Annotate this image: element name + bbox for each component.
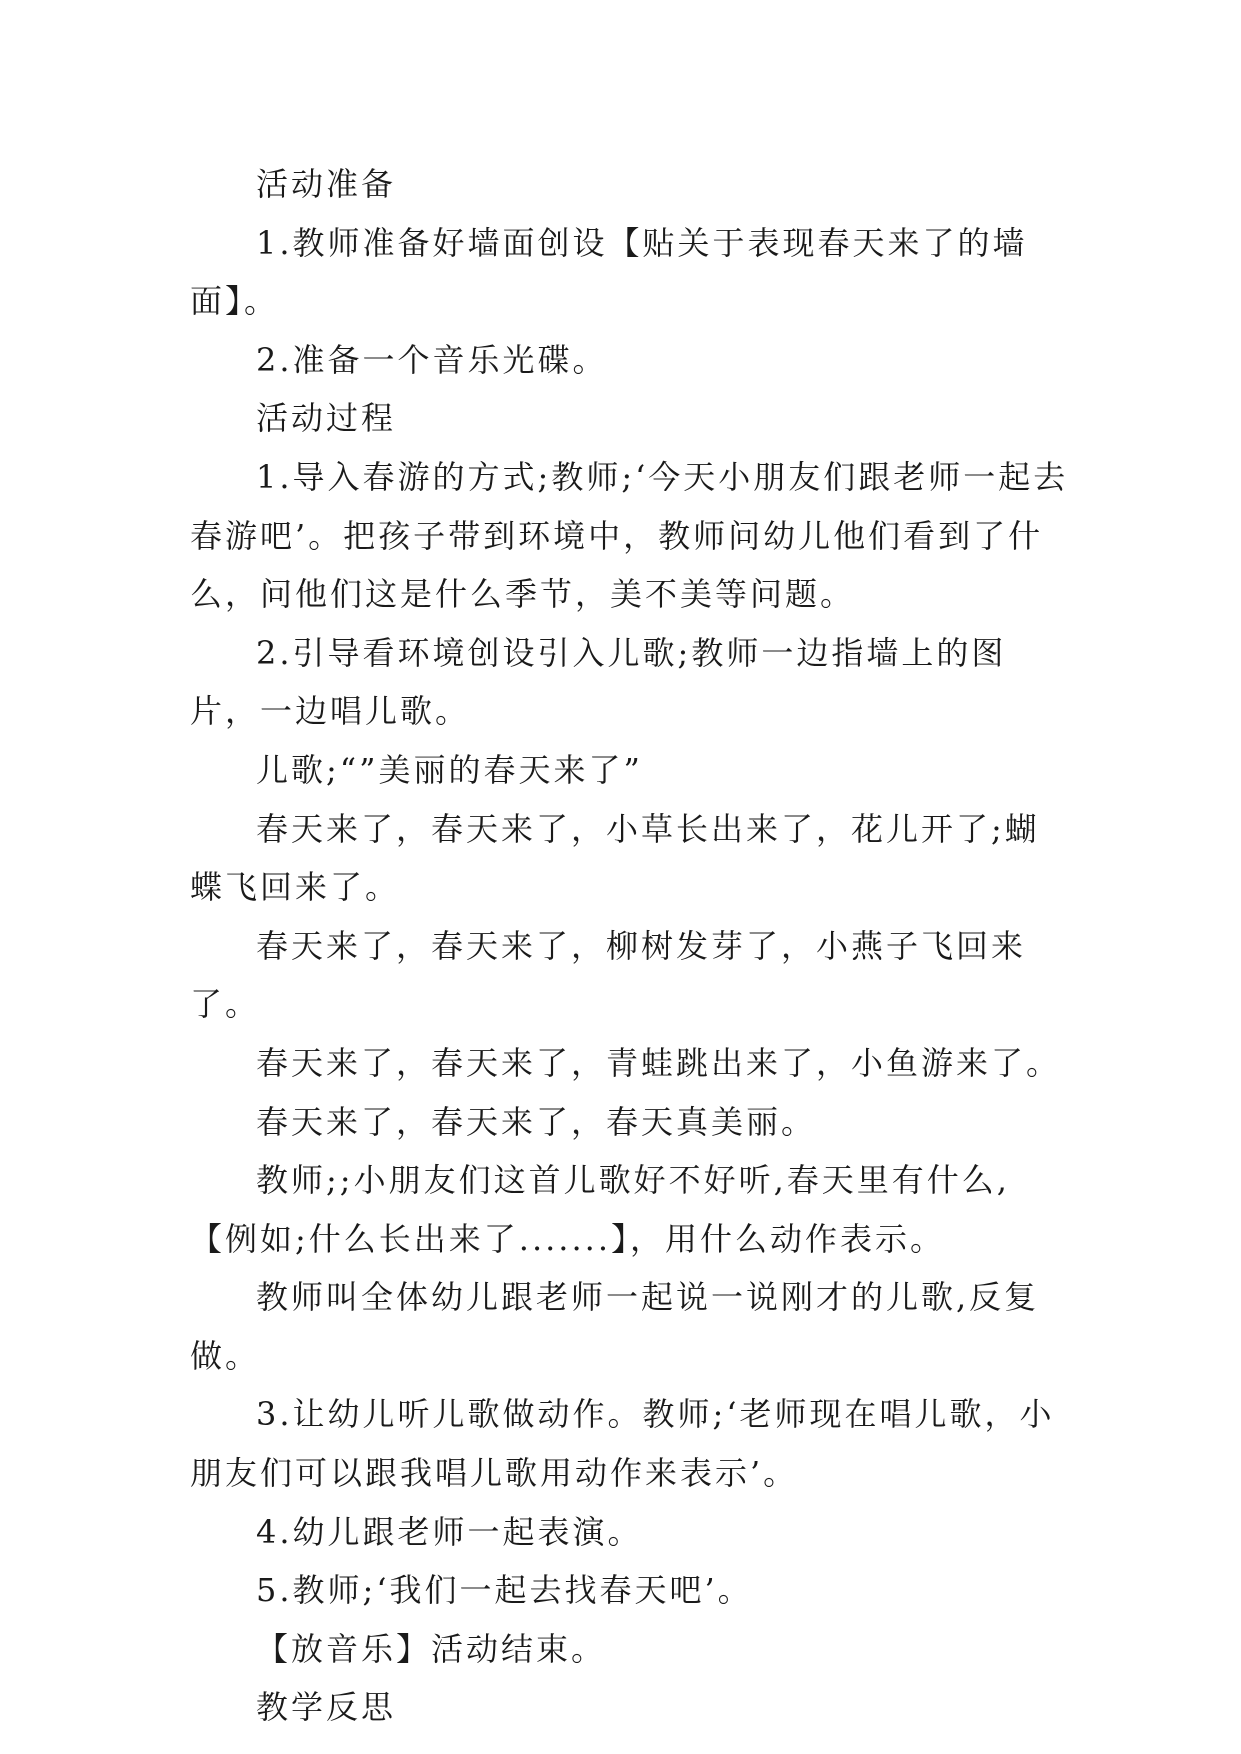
- paragraph: 2.引导看环境创设引入儿歌;教师一边指墙上的图片，一边唱儿歌。: [190, 633, 1007, 731]
- paragraph: 5.教师;‘我们一起去找春天吧’。: [256, 1571, 753, 1610]
- paragraph: 【放音乐】活动结束。: [256, 1629, 607, 1668]
- paragraph: 教师叫全体幼儿跟老师一起说一说刚才的儿歌,反复做。: [190, 1278, 1040, 1375]
- song-verse: 春天来了，春天来了，小草长出来了，花儿开了;蝴蝶飞回来了。: [190, 809, 1040, 907]
- paragraph: 教师;;小朋友们这首儿歌好不好听,春天里有什么,【例如;什么长出来了.......】，用什么动作表示。: [190, 1161, 1010, 1258]
- song-verse: 春天来了，春天来了，柳树发芽了，小燕子飞回来了。: [190, 926, 1027, 1024]
- paragraph: 2.准备一个音乐光碟。: [256, 340, 608, 379]
- document-body: [190, 155, 1070, 1737]
- song-title: 儿歌;“”美丽的春天来了”: [256, 750, 643, 789]
- section-heading-reflection: 教学反思: [256, 1688, 397, 1727]
- paragraph: 4.幼儿跟老师一起表演。: [256, 1512, 643, 1551]
- section-heading-preparation: 活动准备: [256, 165, 397, 203]
- song-verse: 春天来了，春天来了，春天真美丽。: [256, 1102, 817, 1141]
- song-verse: 春天来了，春天来了，青蛙跳出来了，小鱼游来了。: [256, 1043, 1062, 1082]
- paragraph: 1.教师准备好墙面创设【贴关于表现春天来了的墙面】。: [190, 223, 1028, 321]
- paragraph: 3.让幼儿听儿歌做动作。教师;‘老师现在唱儿歌，小朋友们可以跟我唱儿歌用动作来表示’。: [190, 1395, 1055, 1493]
- paragraph: 1.导入春游的方式;教师;‘今天小朋友们跟老师一起去春游吧’。把孩子带到环境中，教师问幼儿他们看到了什么，问他们这是什么季节，美不美等问题。: [190, 457, 1069, 614]
- section-heading-process: 活动过程: [256, 399, 397, 438]
